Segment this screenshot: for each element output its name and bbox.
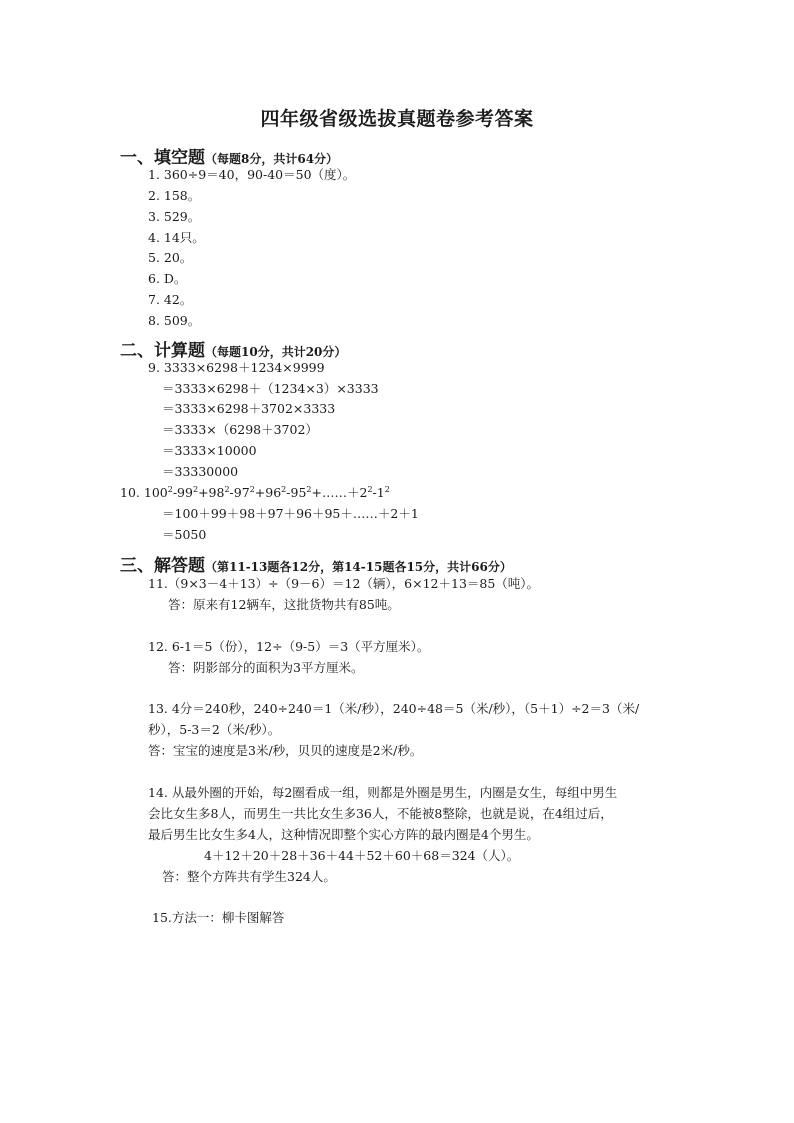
section-score-note: （第11-13题各12分，第14-15题各15分，共计66分）	[205, 560, 512, 574]
q9-line: ＝3333×（6298＋3702）	[162, 422, 318, 437]
q14-line: 4＋12＋20＋28＋36＋44＋52＋60＋68＝324（人）。	[204, 848, 520, 863]
section-calculation-heading	[120, 336, 346, 361]
section-fill-in-heading	[120, 143, 338, 168]
q14-answer: 答：整个方阵共有学生324人。	[162, 869, 336, 884]
q10-line: ＝100＋99＋98＋97＋96＋95＋……＋2＋1	[162, 506, 419, 521]
q10-line	[120, 484, 390, 502]
answer-2: 2. 158。	[148, 188, 201, 203]
answer-6: 6. D。	[148, 271, 187, 286]
section-score-note: （每题10分，共计20分）	[205, 345, 347, 359]
q10-expression: $100^2-99^2+98^2-97^2+96^2-95^2+\dots\dots+2^2-1^2$	[143, 484, 390, 500]
answer-4: 4. 14只。	[148, 230, 205, 245]
section-score-note: （每题8分，共计64分）	[205, 152, 339, 166]
answer-5: 5. 20。	[148, 250, 193, 265]
page-title: 四年级省级选拔真题卷参考答案	[260, 108, 534, 130]
answer-3: 3. 529。	[148, 209, 201, 224]
q12-line: 12. 6-1＝5（份），12÷（9-5）＝3（平方厘米）。	[148, 639, 430, 654]
answer-7: 7. 42。	[148, 292, 193, 307]
q13-line: 13. 4分＝240秒，240÷240＝1（米/秒），240÷48＝5（米/秒），（5＋1）÷2＝3（米/	[148, 701, 640, 716]
section-title: 三、解答题	[120, 556, 205, 576]
section-title: 一、填空题	[120, 148, 205, 168]
question-number: 10.	[120, 485, 140, 500]
q14-line: 14. 从最外圈的开始，每2圈看成一组，则都是外圈是男生，内圈是女生，每组中男生	[148, 785, 618, 800]
answer-1: 1. 360÷9＝40，90-40＝50（度）。	[148, 167, 356, 182]
q15-line: 15.方法一：柳卡图解答	[152, 910, 285, 925]
section-solution-heading	[120, 551, 512, 576]
q9-line: ＝3333×6298＋（1234×3）×3333	[162, 381, 379, 396]
q9-line: ＝3333×10000	[162, 443, 257, 458]
answer-8: 8. 509。	[148, 313, 201, 328]
q13-line: 秒），5-3＝2（米/秒）。	[148, 722, 281, 737]
q11-answer: 答：原来有12辆车，这批货物共有85吨。	[168, 597, 400, 612]
q10-line: ＝5050	[162, 527, 207, 542]
q13-answer: 答：宝宝的速度是3米/秒，贝贝的速度是2米/秒。	[148, 743, 423, 758]
section-title: 二、计算题	[120, 341, 205, 361]
q14-line: 会比女生多8人，而男生一共比女生多36人，不能被8整除，也就是说，在4组过后，	[148, 806, 613, 821]
q9-line: ＝33330000	[162, 464, 239, 479]
q9-line: ＝3333×6298＋3702×3333	[162, 401, 336, 416]
q11-line: 11.（9×3－4＋13）÷（9－6）＝12（辆），6×12＋13＝85（吨）。	[148, 576, 540, 591]
q14-line: 最后男生比女生多4人，这种情况即整个实心方阵的最内圈是4个男生。	[148, 827, 539, 842]
q12-answer: 答：阴影部分的面积为3平方厘米。	[168, 660, 364, 675]
q9-line: 9. 3333×6298＋1234×9999	[148, 360, 325, 375]
